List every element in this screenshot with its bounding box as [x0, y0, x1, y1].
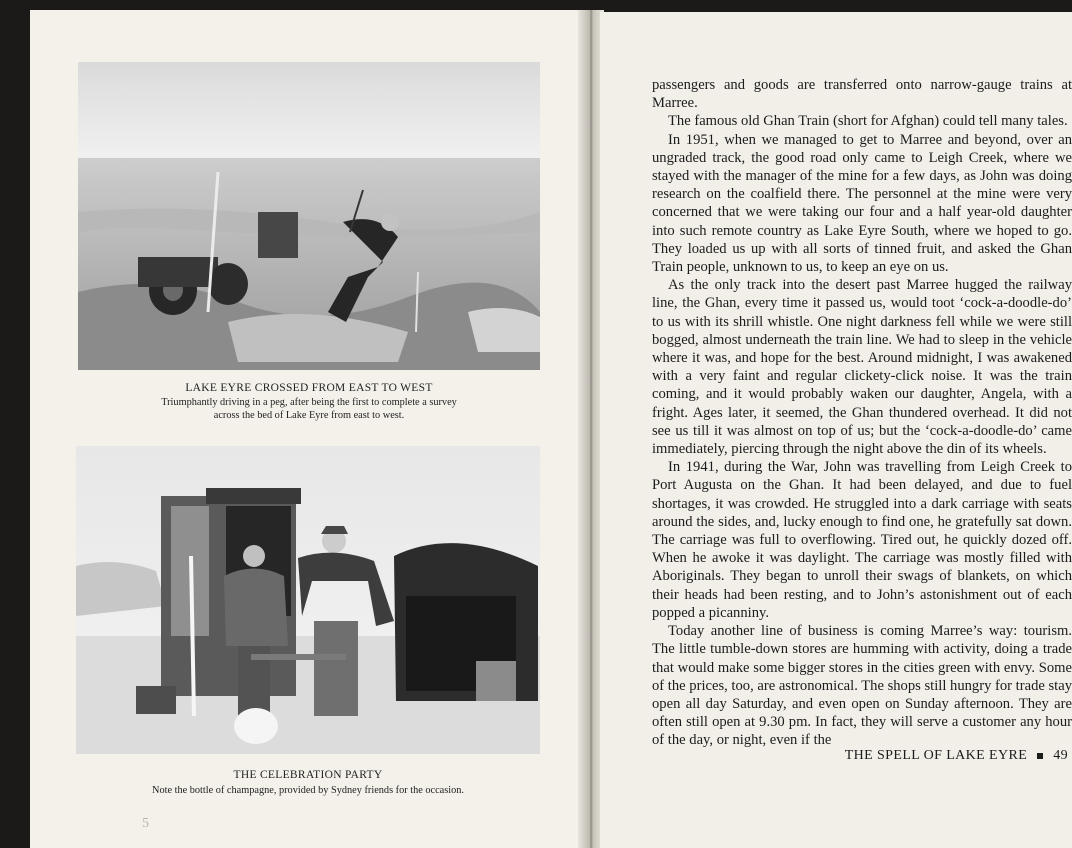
page-number: 49: [1053, 748, 1068, 763]
left-page: [30, 10, 590, 848]
paragraph: As the only track into the desert past Marree hugged the railway line, the Ghan, every time it passed us, would toot ‘cock-a-doodle-do’ to us with its shrill whistle. One night darkness fell while we were still bogged, almost underneath the train line. We had to sleep in the vehicle where it was, and hope for the best. Around midnight, I was awakened with a very faint and regular clickety-click noise. It was the train coming, and it would probably waken our daughter, Angela, with a fright. Ages later, it seemed, the Ghan thundered overhead. It did not see us till it was almost on top of us; but the ‘cock-a-doodle-do’ came immediately, piercing through the night above the din of its wheels.: [652, 277, 1072, 458]
photo1-title: LAKE EYRE CROSSED FROM EAST TO WEST: [185, 382, 433, 394]
photo-lake-eyre-crossing: [78, 62, 540, 370]
paragraph: The famous old Ghan Train (short for Afghan) could tell many tales.: [668, 113, 1068, 130]
paragraph: In 1951, when we managed to get to Marree and beyond, over an ungraded track, the good road only came to Leigh Creek, where we stayed with the manager of the mine for a few days, as John was doing research on the coalfield there. The personnel at the mine were very concerned that we were taking our four and a half year-old daughter into such remote country as Lake Eyre South, where we hoped to go. They loaded us up with all sorts of tinned fruit, and asked the Ghan Train people, unknown to us, to keep an eye on us.: [652, 131, 1072, 276]
footer-title: THE SPELL OF LAKE EYRE: [844, 748, 1028, 763]
photo1-caption-line2: across the bed of Lake Eyre from east to west.: [213, 410, 405, 421]
paragraph: Today another line of business is coming Marree’s way: tourism. The little tumble-down stores are humming with activity, doing a trade that would make some bigger stores in the cities green with envy. Some of the prices, too, are astronomical. The shops still hungry for trade stay open all day Saturday, and even open on Sunday afternoon. They are often still open at 9.30 pm. In fact, they will serve a customer any hour of the day, or night, even if the: [652, 623, 1072, 749]
photo1-caption-line1: Triumphantly driving in a peg, after being the first to complete a survey: [161, 397, 457, 408]
body-text: [652, 76, 1072, 750]
photo-celebration-party: [76, 446, 540, 754]
photo2-caption: Note the bottle of champagne, provided by Sydney friends for the occasion.: [152, 785, 464, 796]
pencil-mark: 5: [142, 816, 149, 831]
paragraph: passengers and goods are transferred onto narrow-gauge trains at Marree.: [652, 77, 1072, 112]
running-footer: [845, 748, 1068, 764]
photo2-title: THE CELEBRATION PARTY: [233, 769, 383, 781]
paragraph: In 1941, during the War, John was travelling from Leigh Creek to Port Augusta on the Ghan. It had been delayed, and due to fuel shortages, it was crowded. He struggled into a dark carriage with seats around the sides, and, lucky enough to find one, he gratefully sat down. The carriage was full to overflowing. Tired out, he quickly dozed off. When he awoke it was daylight. The carriage was mostly filled with Aboriginals. They began to unroll their swags of blankets, on which their heads had been resting, and to John’s astonishment out of each popped a picanniny.: [652, 459, 1072, 621]
square-bullet-icon: [1037, 753, 1043, 759]
right-page: [600, 12, 1072, 848]
